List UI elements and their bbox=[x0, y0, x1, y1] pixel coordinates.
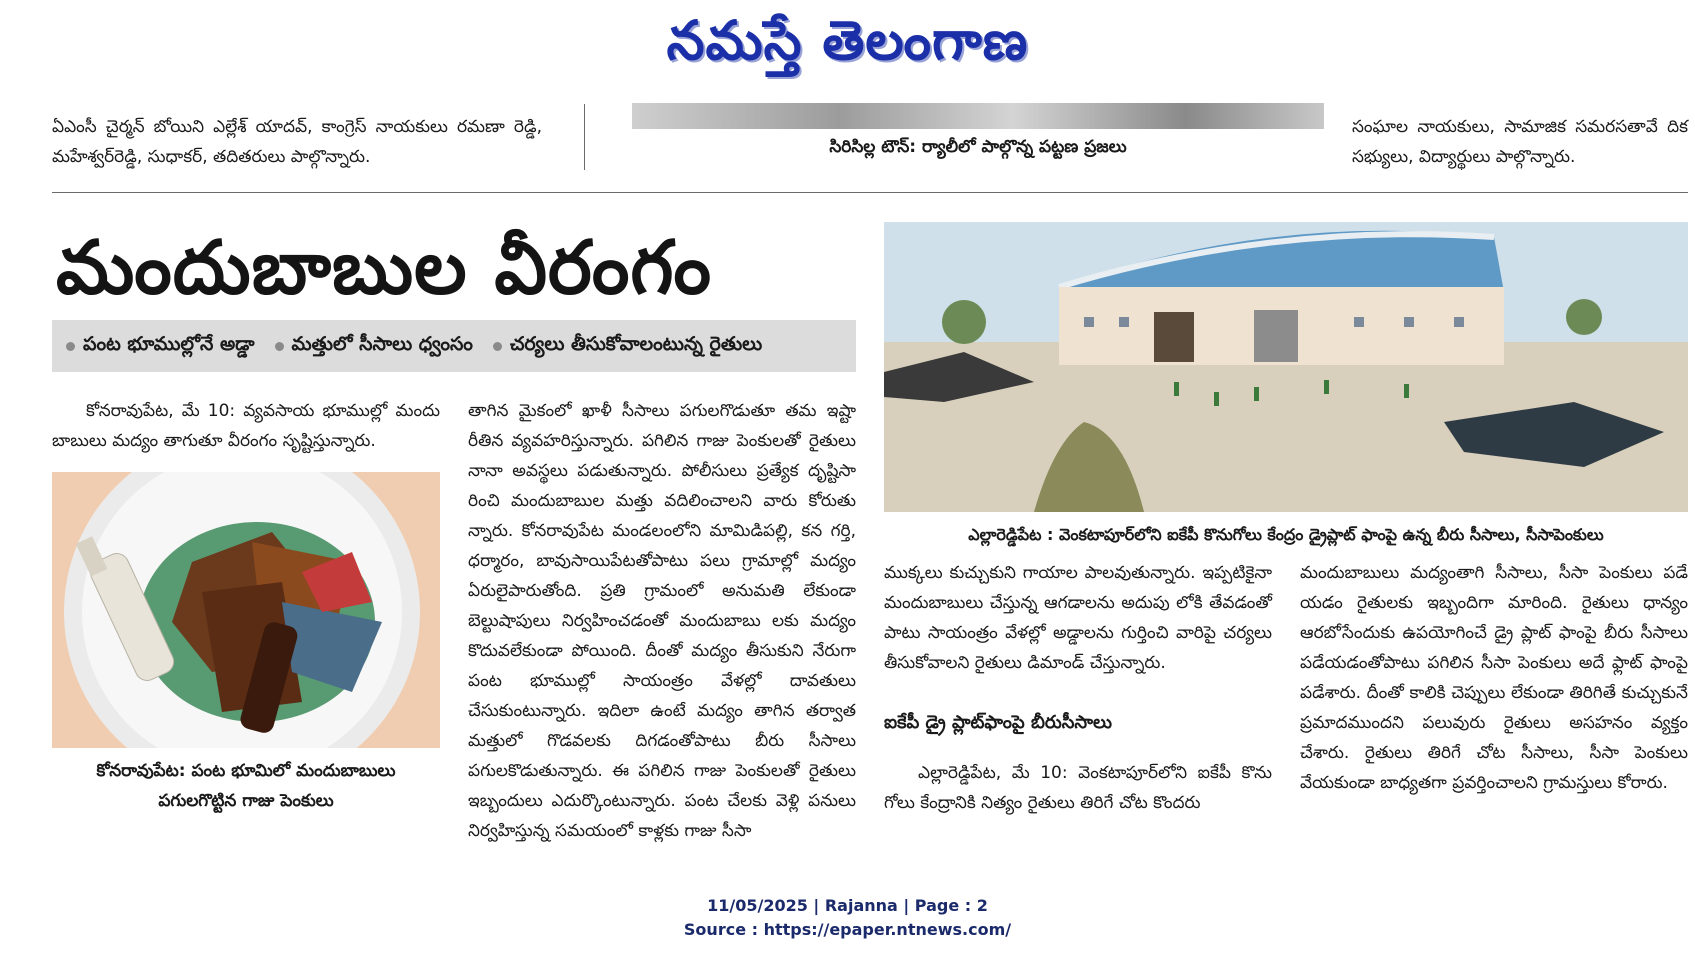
deck-item: మత్తులో సీసాలు ధ్వంసం bbox=[275, 333, 473, 360]
article-subheading: ఐకేపీ డ్రై ప్లాట్‌ఫాంపై బీరుసీసాలు bbox=[884, 712, 1112, 733]
article-deck bbox=[52, 320, 856, 372]
warehouse-photo bbox=[884, 222, 1688, 512]
section-divider bbox=[52, 192, 1688, 193]
photo1-caption-line2: పగులగొట్టిన గాజు పెంకులు bbox=[158, 791, 334, 811]
article-column-3b: ఎల్లారెడ్డిపేట, మే 10: వెంకటాపూర్‌లోని ఐకేపీ కొను గోలు కేంద్రానికి నిత్యం రైతులు తిరిగే చోట కొందరు bbox=[884, 763, 1272, 813]
photo2-caption: ఎల్లారెడ్డిపేట : వెంకటాపూర్‌లోని ఐకేపీ కొనుగోలు కేంద్రం డ్రైప్లాట్ ఫాంపై ఉన్న బీరు సీసాలు, సీసాపెంకులు bbox=[968, 525, 1604, 544]
footer-source-line: Source : https://epaper.ntnews.com/ bbox=[683, 920, 1012, 939]
bullet-icon bbox=[275, 342, 284, 351]
article-column-4: మందుబాబులు మద్యంతాగి సీసాలు, సీసా పెంకులు పడే యడం రైతులకు ఇబ్బందిగా మారింది. రైతులు ధాన్యం ఆరబోసేందుకు ఉపయోగించే డ్రై ప్లాట్ ఫాంపై బీరు సీసాలు పడేయడంతోపాటు పగిలిన సీసా పెంకులు అదే ఫ్లాట్ ఫాంపై పడేశారు. దీంతో కాలికి చెప్పులు లేకుండా తిరిగితే కుచ్చుకునే ప్రమాదముందని పలువురు రైతులు అసహనం వ్యక్తం చేశారు. రైతులు తిరిగే చోట సీసాలు, సీసా పెంకులు వేయకుండా బాధ్యతగా ప్రవర్తించాలని గ్రామస్తులు కోరారు. bbox=[1300, 563, 1688, 793]
bullet-icon bbox=[66, 342, 75, 351]
top-photo-caption: సిరిసిల్ల టౌన్: ర్యాలీలో పాల్గొన్న పట్టణ ప్రజలు bbox=[829, 137, 1127, 157]
article-headline: మందుబాబుల వీరంగం bbox=[56, 225, 712, 311]
bullet-icon bbox=[493, 342, 502, 351]
article-column-3: ముక్కలు కుచ్చుకుని గాయాల పాలవుతున్నారు. ఇప్పటికైనా మందుబాబులు చేస్తున్న ఆగడాలను అదుపు లోకి తేవడంతో పాటు సాయంత్రం వేళల్లో అడ్డాలను గుర్తించి వారిపై చర్యలు తీసుకోవాలని రైతులు డిమాండ్ చేస్తున్నారు. bbox=[884, 563, 1272, 673]
footer-date-line: 11/05/2025 | Rajanna | Page : 2 bbox=[707, 896, 988, 915]
deck-item: పంట భూముల్లోనే అడ్డా bbox=[66, 333, 255, 360]
broken-glass-photo bbox=[52, 472, 440, 748]
top-left-text: ఏఎంసీ చైర్మన్ బోయిని ఎల్లేశ్ యాదవ్, కాంగ్రెస్ నాయకులు రమణా రెడ్డి, మహేశ్వర్‌రెడ్డి, సుధాకర్, తదితరులు పాల్గొన్నారు. bbox=[52, 117, 542, 167]
top-right-text: సంఘాల నాయకులు, సామాజిక సమరసతావే దిక సభ్యులు, విద్యార్థులు పాల్గొన్నారు. bbox=[1352, 117, 1688, 167]
article-column-2: తాగిన మైకంలో ఖాళీ సీసాలు పగులగొడుతూ తమ ఇష్టా రీతిన వ్యవహరిస్తున్నారు. పగిలిన గాజు పెంకులతో రైతులు నానా అవస్థలు పడుతున్నారు. పోలీసులు ప్రత్యేక దృష్టిసా రించి మందుబాబుల మత్తు వదిలించాలని వారు కోరుతు న్నారు. కోనరావుపేట మండలంలోని మామిడిపల్లి, కన గర్తి, ధర్మారం, బావుసాయిపేటతోపాటు పలు గ్రామాల్లో మద్యం ఏరులైపారుతోంది. ప్రతి గ్రామంలో అనుమతి లేకుండా బెల్టుషాపులు నిర్వహించడంతో మందుబాబు లకు మద్యం కొదువలేకుండా పోయింది. దీంతో మద్యం తీసుకుని నేరుగా పంట భూముల్లో సాయంత్రం వేళల్లో దావతులు చేసుకుంటున్నారు. ఇదిలా ఉంటే మద్యం తాగిన తర్వాత మత్తులో గొడవలకు దిగడంతోపాటు బీరు సీసాలు పగులకొడుతున్నారు. ఈ పగిలిన గాజు పెంకులతో రైతులు ఇబ్బందులు ఎదుర్కొంటున్నారు. పంట చేలకు వెళ్లి పనులు నిర్వహిస్తున్న సమయంలో కాళ్లకు గాజు సీసా bbox=[468, 401, 856, 841]
masthead-title: నమస్తే తెలంగాణ bbox=[666, 8, 1029, 72]
top-photo-strip bbox=[632, 103, 1324, 129]
article-intro: కోనరావుపేట, మే 10: వ్యవసాయ భూముల్లో మందు బాబులు మద్యం తాగుతూ వీరంగం సృష్టిస్తున్నారు. bbox=[52, 401, 440, 451]
deck-item: చర్యలు తీసుకోవాలంటున్న రైతులు bbox=[493, 333, 762, 360]
column-divider bbox=[584, 104, 585, 170]
photo1-caption-line1: కోనరావుపేట: పంట భూమిలో మందుబాబులు bbox=[96, 761, 396, 781]
